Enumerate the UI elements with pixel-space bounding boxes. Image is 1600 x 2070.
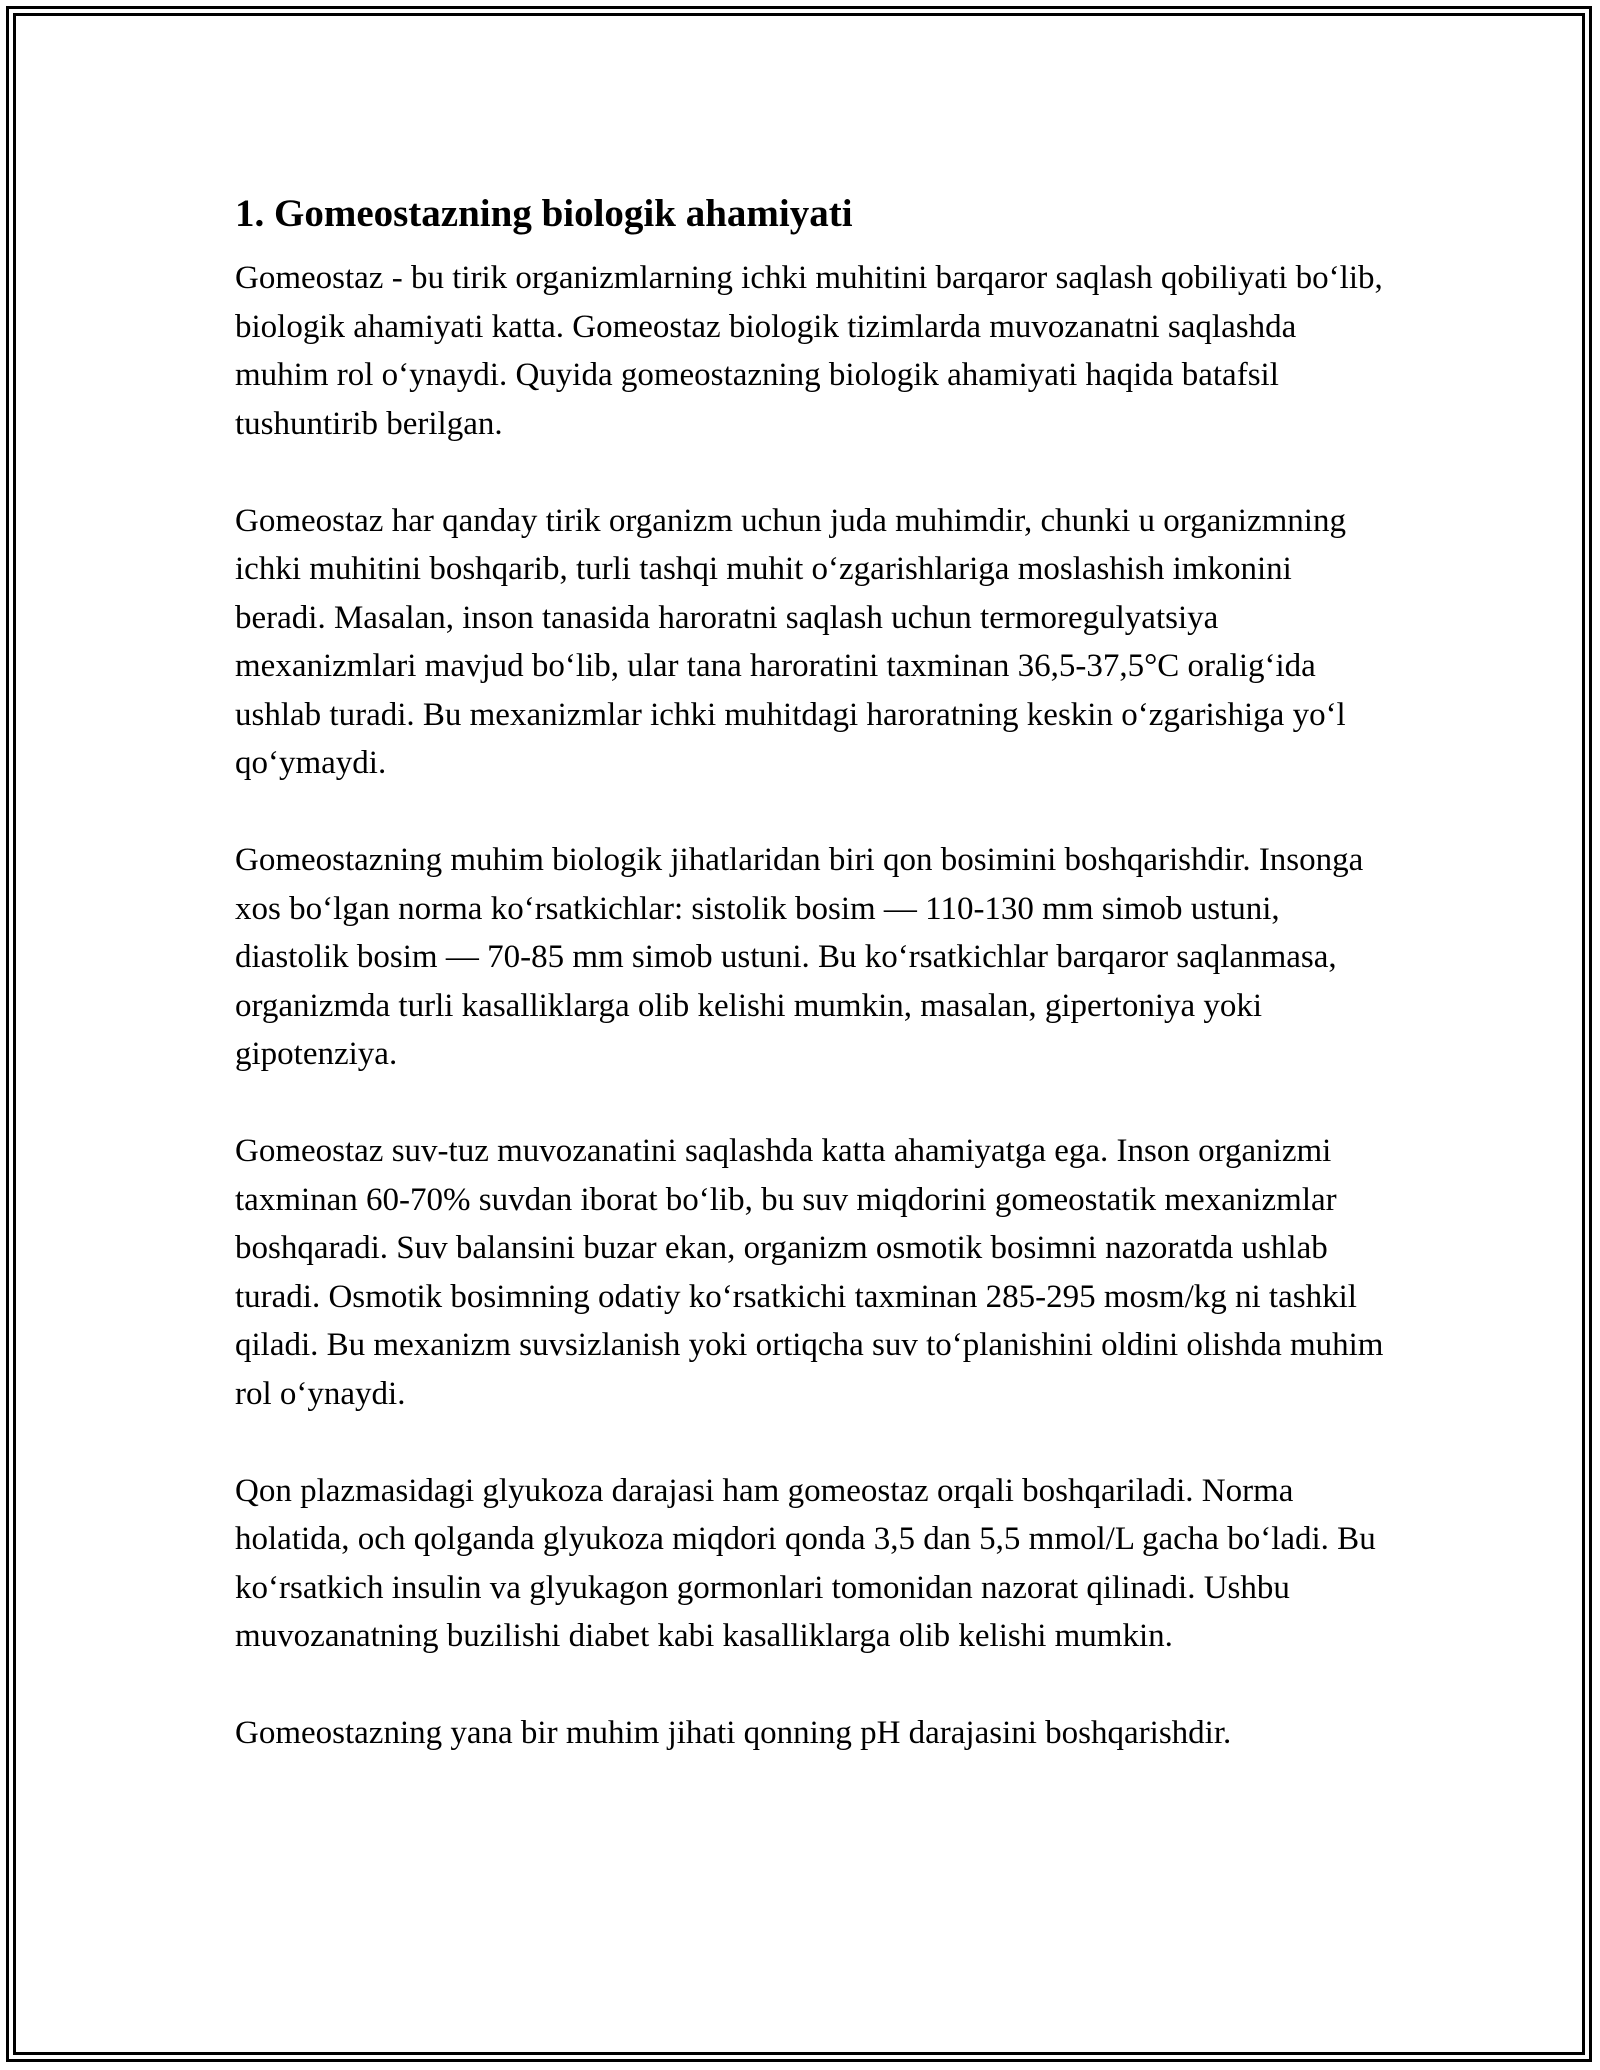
paragraph-intro: Gomeostaz - bu tirik organizmlarning ichki muhitini barqaror saqlash qobiliyati bo‘lib, biologik ahamiyati katta. Gomeostaz biologik tizimlarda muvozanatni saqlashda muhim rol o‘ynaydi. Quyida gomeostazning biologik ahamiyati haqida batafsil tushuntirib berilgan. [235, 260, 1383, 442]
section-heading: 1. Gomeostazning biologik ahamiyati [235, 192, 853, 235]
paragraph-ph: Gomeostazning yana bir muhim jihati qonning pH darajasini boshqarishdir. [235, 1715, 1232, 1751]
paragraph-glucose: Qon plazmasidagi glyukoza darajasi ham gomeostaz orqali boshqariladi. Norma holatida, och qolganda glyukoza miqdori qonda 3,5 dan 5,5 mmol/L gacha bo‘ladi. Bu ko‘rsatkich insulin va glyukagon gormonlari tomonidan nazorat qilinadi. Ushbu muvozanatning buzilishi diabet kabi kasalliklarga olib kelishi mumkin. [235, 1472, 1376, 1654]
paragraph-blood-pressure: Gomeostazning muhim biologik jihatlaridan biri qon bosimini boshqarishdir. Insonga xos bo‘lgan norma ko‘rsatkichlar: sistolik bosim — 110-130 mm simob ustuni, diastolik bosim — 70-85 mm simob ustuni. Bu ko‘rsatkichlar barqaror saqlanmasa, organizmda turli kasalliklarga olib kelishi mumkin, masalan, gipertoniya yoki gipotenziya. [235, 842, 1364, 1072]
paragraph-water-salt-balance: Gomeostaz suv-tuz muvozanatini saqlashda katta ahamiyatga ega. Inson organizmi taxminan 60-70% suvdan iborat bo‘lib, bu suv miqdorini gomeostatik mexanizmlar boshqaradi. Suv balansini buzar ekan, organizm osmotik bosimni nazoratda ushlab turadi. Osmotik bosimning odatiy ko‘rsatkichi taxminan 285-295 mosm/kg ni tashkil qiladi. Bu mexanizm suvsizlanish yoki ortiqcha suv to‘planishini oldini olishda muhim rol o‘ynaydi. [235, 1133, 1384, 1412]
document-body [235, 186, 1385, 1758]
paragraph-thermoregulation: Gomeostaz har qanday tirik organizm uchun juda muhimdir, chunki u organizmning ichki muhitini boshqarib, turli tashqi muhit o‘zgarishlariga moslashish imkonini beradi. Masalan, inson tanasida haroratni saqlash uchun termoregulyatsiya mexanizmlari mavjud bo‘lib, ular tana haroratini taxminan 36,5-37,5°C oralig‘ida ushlab turadi. Bu mexanizmlar ichki muhitdagi haroratning keskin o‘zgarishiga yo‘l qo‘ymaydi. [235, 502, 1346, 781]
